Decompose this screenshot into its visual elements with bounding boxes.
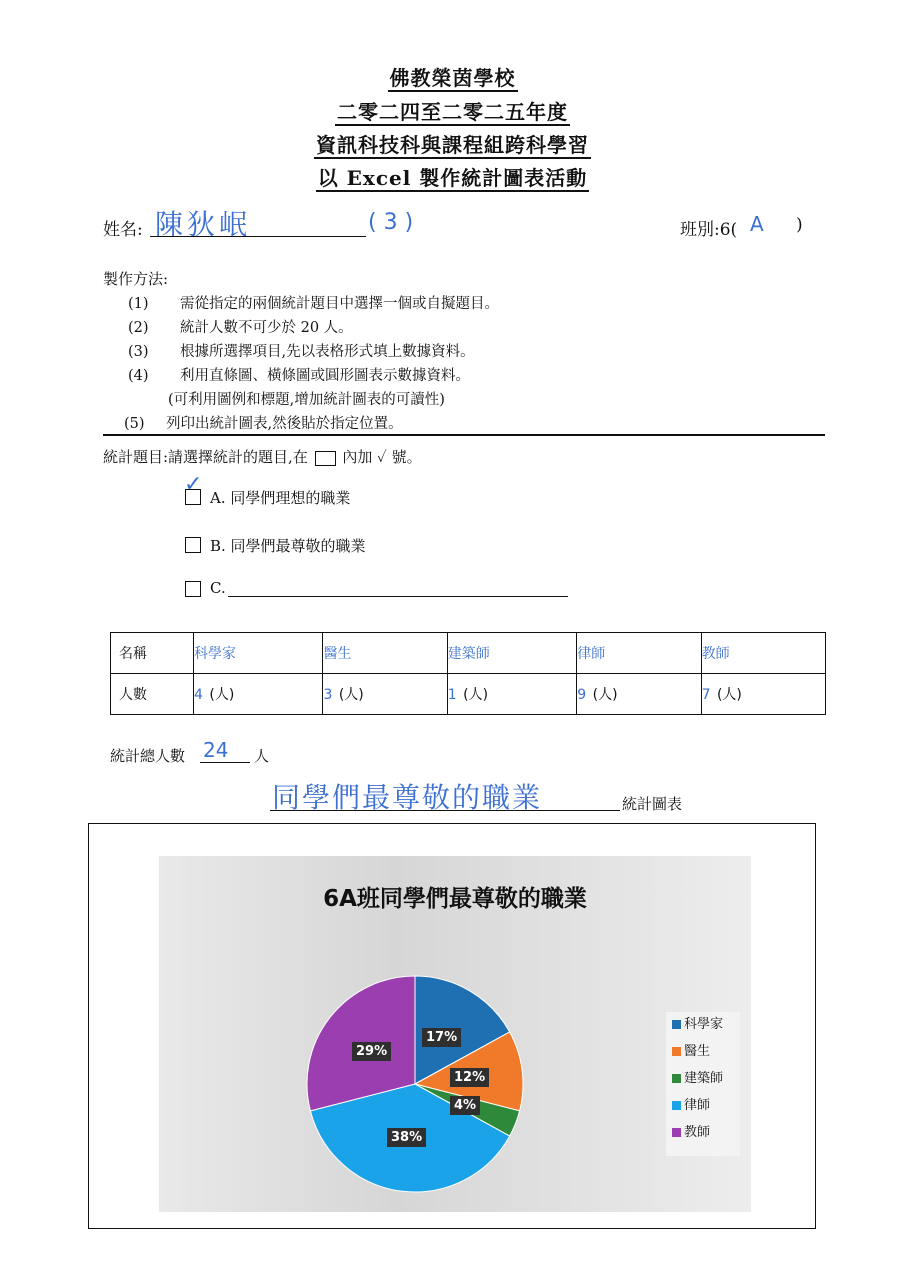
method-step: (3) 根據所選擇項目,先以表格形式填上數據資料。 xyxy=(128,344,475,360)
legend-swatch xyxy=(672,1074,681,1083)
topic-prompt: 統計題目:請選擇統計的題目,在 內加 ✓ 號。 xyxy=(103,448,422,466)
name-cell: 律師 xyxy=(577,633,701,674)
pie-data-label: 17% xyxy=(422,1028,461,1047)
count-cell: 1 (人) xyxy=(447,674,576,715)
legend-item: 律師 xyxy=(672,1097,710,1115)
option-a-label: A. 同學們理想的職業 xyxy=(210,489,351,507)
method-step: (2) 統計人數不可少於 20 人。 xyxy=(128,320,353,336)
method-step: (4) 利用直條圖、橫條圖或圓形圖表示數據資料。 xyxy=(128,368,470,384)
chart-title: 6A班同學們最尊敬的職業 xyxy=(323,886,587,912)
name-cell: 科學家 xyxy=(194,633,323,674)
school-name: 佛教榮茵學校 xyxy=(389,66,516,90)
legend-item: 醫生 xyxy=(672,1043,710,1061)
count-cell: 4 (人) xyxy=(194,674,323,715)
subject-line: 資訊科技科與課程組跨科學習 xyxy=(316,133,589,157)
legend-swatch xyxy=(672,1047,681,1056)
chart-legend xyxy=(666,1012,740,1156)
legend-swatch xyxy=(672,1020,681,1029)
pie-data-label: 38% xyxy=(387,1128,426,1147)
count-cell: 3 (人) xyxy=(323,674,447,715)
pie-data-label: 12% xyxy=(450,1068,489,1087)
method-step: (1) 需從指定的兩個統計題目中選擇一個或自擬題目。 xyxy=(128,296,499,312)
row-label-count: 人數 xyxy=(111,674,194,715)
school-year: 二零二四至二零二五年度 xyxy=(337,100,568,124)
section-divider xyxy=(103,434,825,436)
option-c-checkbox[interactable] xyxy=(185,581,201,597)
table-row xyxy=(111,674,826,715)
legend-swatch xyxy=(672,1101,681,1110)
name-cell: 教師 xyxy=(701,633,825,674)
option-c-underline xyxy=(228,596,568,597)
tally-table xyxy=(110,632,826,715)
name-underline xyxy=(150,236,366,237)
pie-data-label: 4% xyxy=(450,1096,480,1115)
row-label-name: 名稱 xyxy=(111,633,194,674)
legend-item: 建築師 xyxy=(672,1070,723,1088)
student-number: ( 3 ) xyxy=(368,210,414,235)
method-step-note: (可利用圖例和標題,增加統計圖表的可讀性) xyxy=(168,392,445,408)
class-value: A xyxy=(750,212,764,236)
name-value: 陳狄岷 xyxy=(155,208,252,241)
name-label: 姓名: xyxy=(103,220,143,240)
count-cell: 7 (人) xyxy=(701,674,825,715)
method-step: (5) 列印出統計圖表,然後貼於指定位置。 xyxy=(124,416,403,432)
checkbox-sample xyxy=(315,451,336,466)
pie-data-label: 29% xyxy=(352,1042,391,1061)
legend-item: 科學家 xyxy=(672,1016,723,1034)
count-cell: 9 (人) xyxy=(577,674,701,715)
method-heading: 製作方法: xyxy=(103,270,169,288)
chart-caption-handwritten: 同學們最尊敬的職業 xyxy=(272,781,543,814)
activity-title: 以 Excel 製作統計圖表活動 xyxy=(317,166,588,190)
class-close: ) xyxy=(796,215,803,235)
legend-swatch xyxy=(672,1128,681,1137)
total-value: 24 xyxy=(203,738,229,762)
total-unit: 人 xyxy=(254,747,270,765)
chart-caption-suffix: 統計圖表 xyxy=(622,795,683,813)
check-mark-icon: ✓ xyxy=(184,472,203,497)
option-b-label: B. 同學們最尊敬的職業 xyxy=(210,537,366,555)
caption-underline xyxy=(270,810,620,811)
class-label: 班別:6( xyxy=(680,220,738,240)
name-cell: 醫生 xyxy=(323,633,447,674)
legend-item: 教師 xyxy=(672,1124,710,1142)
option-b-checkbox[interactable] xyxy=(185,537,201,553)
total-label: 統計總人數 xyxy=(110,747,186,765)
method-steps xyxy=(124,292,808,436)
total-underline xyxy=(200,762,250,763)
option-c-label: C. xyxy=(210,579,226,597)
table-row xyxy=(111,633,826,674)
name-cell: 建築師 xyxy=(447,633,576,674)
